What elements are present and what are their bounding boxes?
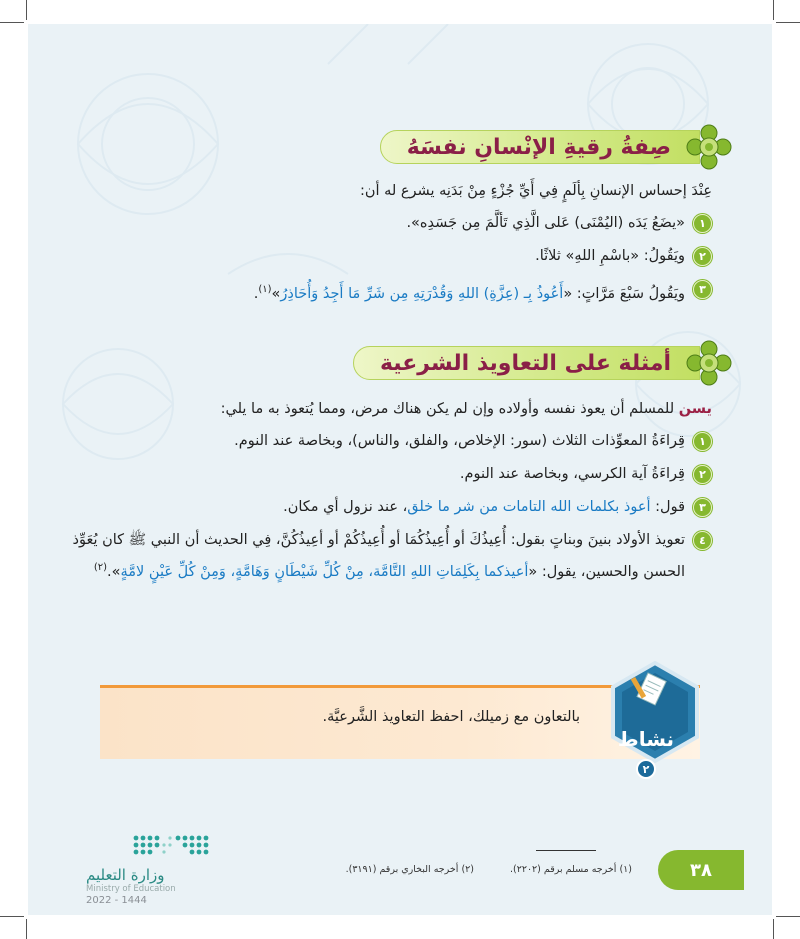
ministry-logo	[86, 832, 226, 906]
crop-mark	[776, 916, 800, 917]
crop-mark	[26, 0, 27, 20]
textbook-page	[28, 24, 772, 915]
item-text	[254, 276, 685, 308]
item-number-badge: ١	[693, 214, 712, 233]
item-suffix: ، عند نزول أي مكان.	[283, 499, 408, 515]
activity-badge-icon	[600, 659, 710, 769]
section-header-self-ruqyah	[380, 126, 732, 168]
ministry-name-english: Ministry of Education	[86, 884, 176, 894]
section-body-self-ruqyah	[72, 178, 712, 308]
item-prefix: ويَقُولُ سَبْعَ مَرَّاتٍ: «	[563, 285, 685, 302]
list-item	[72, 461, 712, 488]
footnote-divider	[536, 850, 596, 851]
ministry-dots-icon	[86, 832, 216, 856]
section-title: صِفةُ رقيةِ الإنْسانِ نفسَهُ	[406, 134, 671, 160]
list-item	[72, 210, 712, 237]
footnote-1: (١) أخرجه مسلم برقم (٢٢٠٢).	[510, 864, 632, 875]
ministry-name-arabic: وزارة التعليم	[86, 866, 165, 884]
list-item	[72, 276, 712, 308]
flower-icon	[686, 340, 732, 386]
footnote-ref: (٢)	[93, 562, 108, 573]
activity-text: بالتعاون مع زميلك، احفظ التعاويذ الشَّرعيَّة.	[322, 709, 580, 725]
flower-icon	[686, 124, 732, 170]
section-title-bar	[353, 346, 700, 380]
item-suffix: ».	[107, 563, 121, 580]
item-text: قِراءَةُ المعوِّذات الثلاث (سور: الإخلاص، والفلق، والناس)، وبخاصة عند النوم.	[234, 433, 685, 449]
item-text	[283, 494, 685, 521]
item-number-badge: ٣	[693, 498, 712, 517]
section-title-bar	[380, 130, 700, 164]
activity-box	[100, 685, 700, 776]
list-item	[72, 428, 712, 455]
section-header-examples	[353, 342, 732, 384]
intro-text: للمسلم أن يعوذ نفسه وأولاده وإن لم يكن هناك مرض، ومما يُتعوذ به ما يلي:	[220, 401, 679, 417]
item-text	[72, 527, 685, 586]
crop-mark	[776, 22, 800, 23]
item-number-badge: ٢	[693, 465, 712, 484]
item-number-badge: ٤	[693, 531, 712, 550]
numbered-list	[72, 428, 712, 586]
crop-mark	[0, 22, 24, 23]
section-body-examples	[72, 396, 712, 586]
activity-label: نشاط	[617, 727, 675, 751]
section-intro	[72, 396, 712, 422]
list-item	[72, 494, 712, 521]
item-text: «يضَعُ يَدَه (اليُمْنَى) عَلى الَّذِي تَألَّمَ مِن جَسَدِه».	[406, 215, 685, 231]
item-end: .	[253, 285, 259, 302]
item-text: قِراءَةُ آية الكرسي، وبخاصة عند النوم.	[459, 466, 685, 482]
crop-mark	[26, 919, 27, 939]
section-intro: عِنْدَ إحساس الإنسانِ بِألَمٍ فِي أَيِّ جُزْءٍ مِنْ بَدَنِه يشرع له أن:	[359, 183, 712, 199]
crop-mark	[773, 0, 774, 20]
item-number-badge: ١	[693, 432, 712, 451]
item-suffix: »	[271, 285, 281, 302]
item-text: ويَقُولُ: «باسْمِ اللهِ» ثلاثًا.	[535, 248, 685, 264]
footnote-2: (٢) أخرجه البخاري برقم (٣١٩١).	[345, 864, 474, 875]
numbered-list	[72, 210, 712, 308]
intro-highlight: يسن	[678, 401, 712, 417]
footnote-ref: (١)	[258, 284, 272, 295]
item-number-badge: ٣	[693, 280, 712, 299]
section-title: أمثلة على التعاويذ الشرعية	[379, 350, 671, 376]
dua-quote: أَعُوذُ بِـ (عِزَّةِ) اللهِ وَقُدْرَتِهِ مِن شَرِّ مَا أَجِدُ وَأُحَاذِرُ	[280, 285, 564, 302]
page-number: ٣٨	[690, 859, 712, 881]
item-number-badge: ٢	[693, 247, 712, 266]
item-prefix: قول:	[650, 499, 685, 515]
list-item	[72, 527, 712, 586]
ministry-year: 2022 - 1444	[86, 895, 147, 906]
dua-quote: أعيذكما بِكَلِمَاتِ اللهِ التَّامَّة، مِنْ كُلِّ شَيْطَانٍ وَهَامَّةٍ، وَمِنْ كُلِّ عَيْنٍ لامَّةٍ	[120, 563, 529, 580]
dua-quote: أعوذ بكلمات الله التامات من شر ما خلق	[407, 499, 651, 515]
crop-mark	[0, 916, 24, 917]
activity-number: ٢	[636, 759, 656, 779]
crop-mark	[773, 919, 774, 939]
list-item	[72, 243, 712, 270]
page-number-tab	[658, 850, 744, 890]
item-prefix: تعويذ الأولاد بنينَ وبناتٍ بقول: أُعِيذُكَ أو أُعِيذُكُمَا أو أُعِيذُكُمْ أو أعِيذُكُنَّ، فِي الحديث أن النبي ﷺ كان يُعَوِّذ الحسن والحسين، يقول: «	[72, 532, 685, 580]
